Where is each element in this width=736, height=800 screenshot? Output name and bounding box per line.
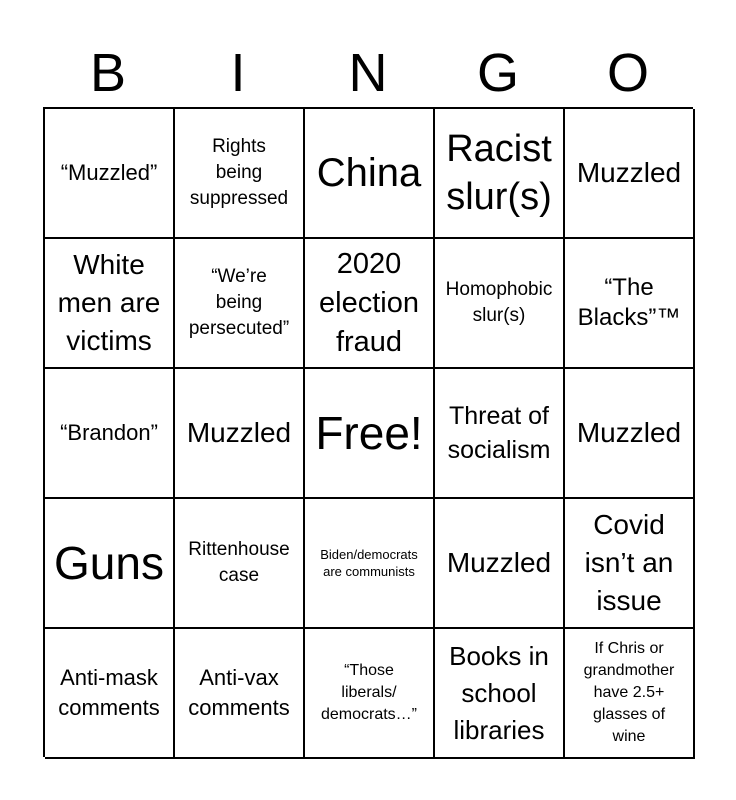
bingo-cell[interactable]: Biden/democrats are communists — [305, 499, 435, 629]
bingo-cell[interactable]: Muzzled — [435, 499, 565, 629]
bingo-cell[interactable]: Threat of socialism — [435, 369, 565, 499]
bingo-cell[interactable]: Guns — [45, 499, 175, 629]
bingo-cell[interactable]: “Muzzled” — [45, 109, 175, 239]
bingo-cell[interactable]: “We’re being persecuted” — [175, 239, 305, 369]
bingo-header — [43, 40, 693, 106]
bingo-cell[interactable]: Muzzled — [175, 369, 305, 499]
bingo-cell[interactable]: Rittenhouse case — [175, 499, 305, 629]
bingo-cell[interactable]: Muzzled — [565, 369, 695, 499]
bingo-cell[interactable]: Books in school libraries — [435, 629, 565, 759]
bingo-cell[interactable]: 2020 election fraud — [305, 239, 435, 369]
bingo-cell[interactable]: Anti-vax comments — [175, 629, 305, 759]
bingo-cell[interactable]: Rights being suppressed — [175, 109, 305, 239]
header-letter-n: N — [348, 43, 388, 103]
bingo-cell[interactable]: If Chris or grandmother have 2.5+ glasses of wine — [565, 629, 695, 759]
bingo-cell[interactable]: Muzzled — [565, 109, 695, 239]
bingo-cell[interactable]: “The Blacks”™ — [565, 239, 695, 369]
header-letter-g: G — [476, 43, 519, 103]
free-space[interactable]: Free! — [305, 369, 435, 499]
bingo-cell[interactable]: Racist slur(s) — [435, 109, 565, 239]
bingo-cell[interactable]: “Brandon” — [45, 369, 175, 499]
bingo-cell[interactable]: Covid isn’t an issue — [565, 499, 695, 629]
header-letter-o: O — [606, 43, 649, 103]
bingo-cell[interactable]: Anti-mask comments — [45, 629, 175, 759]
bingo-cell[interactable]: White men are victims — [45, 239, 175, 369]
bingo-cell[interactable]: China — [305, 109, 435, 239]
bingo-cell[interactable]: “Those liberals/ democrats…” — [305, 629, 435, 759]
header-letter-i: I — [230, 43, 246, 103]
bingo-cell[interactable]: Homophobic slur(s) — [435, 239, 565, 369]
bingo-board — [43, 107, 693, 757]
header-letter-b: B — [89, 43, 127, 103]
